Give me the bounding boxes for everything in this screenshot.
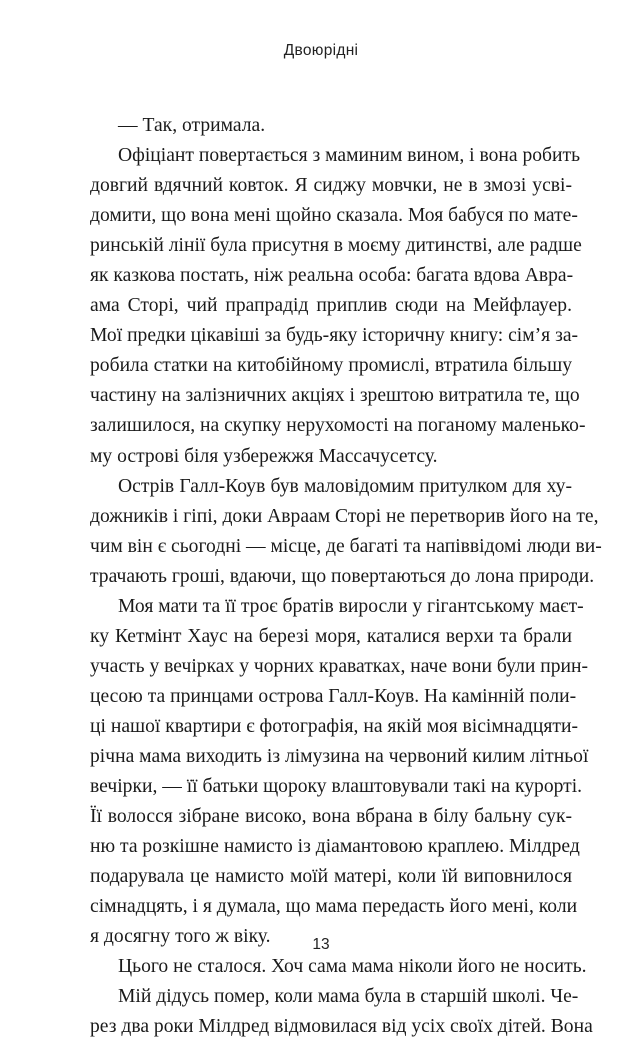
text-line: робила статки на китобійному промислі, втратила більшу [90, 355, 572, 377]
text-line: вечірки, — її батьки щороку влаштовували такі на курорті. [90, 776, 583, 798]
text-line: чим він є сьогодні — місце, де багаті та напіввідомі люди ви- [90, 535, 602, 557]
text-line: дожників і гіпі, доки Авраам Сторі не перетворив його на те, [90, 505, 599, 527]
text-line: трачають гроші, вдаючи, що повертаються до лона природи. [90, 565, 595, 587]
running-head-title: Двоюрідні [283, 42, 359, 59]
text-line: Її волосся зібране високо, вона вбрана в білу бальну сук- [90, 806, 572, 828]
text-line: річна мама виходить із лімузина на червоний килим літньої [90, 745, 589, 767]
text-line: ку Кетмінт Хаус на березі моря, каталися верхи та брали [90, 625, 572, 647]
text-line: частину на залізничних акціях і зрештою витратила те, що [90, 385, 580, 407]
text-line: домити, що вона мені щойно сказала. Моя бабуся по мате- [90, 205, 578, 227]
text-line: ринській лінії була присутня в моєму дитинстві, але радше [90, 235, 582, 257]
text-line: рез два роки Мілдред відмовилася від усіх своїх дітей. Вона [90, 1016, 593, 1038]
text-line: Мої предки цікавіші за будь-яку історичну книгу: сім’я за- [90, 325, 579, 347]
text-line: Мій дідусь помер, коли мама була в старшій школі. Че- [118, 986, 579, 1008]
text-line: ню та розкішне намисто із діамантовою краплею. Мілдред [90, 836, 580, 858]
page-number: 13 [312, 936, 330, 953]
text-line: участь у вечірках у чорних краватках, наче вони були прин- [90, 655, 589, 677]
text-line: Цього не сталося. Хоч сама мама ніколи його не носить. [118, 956, 587, 978]
body-text [90, 111, 602, 1042]
text-line: довгий вдячний ковток. Я сиджу мовчки, не в змозі усві- [90, 175, 572, 197]
text-line: Острів Галл-Коув був маловідомим притулком для ху- [118, 475, 572, 497]
text-line: сімнадцять, і я думала, що мама передасть його мені, коли [90, 896, 578, 918]
text-line: залишилося, на скупку нерухомості на поганому маленько- [90, 415, 586, 437]
text-line: цесою та принцами острова Галл-Коув. На камінній поли- [90, 685, 577, 707]
text-line: ці нашої квартири є фотографія, на якій моя вісімнадцяти- [90, 715, 578, 737]
text-line: подарувала це намисто моїй матері, коли їй виповнилося [90, 866, 572, 888]
text-line: Моя мати та її троє братів виросли у гігантському маєт- [118, 595, 584, 617]
text-line: — Так, отримала. [118, 115, 266, 136]
text-line: ама Сторі, чий прапрадід приплив сюди на Мейфлауер. [90, 295, 572, 317]
text-line: я досягну того ж віку. [90, 926, 271, 948]
text-line: як казкова постать, ніж реальна особа: багата вдова Авра- [90, 265, 574, 287]
text-line: Офіціант повертається з маминим вином, і вона робить [118, 145, 581, 167]
text-line: му острові біля узбережжя Массачусетсу. [90, 445, 438, 467]
